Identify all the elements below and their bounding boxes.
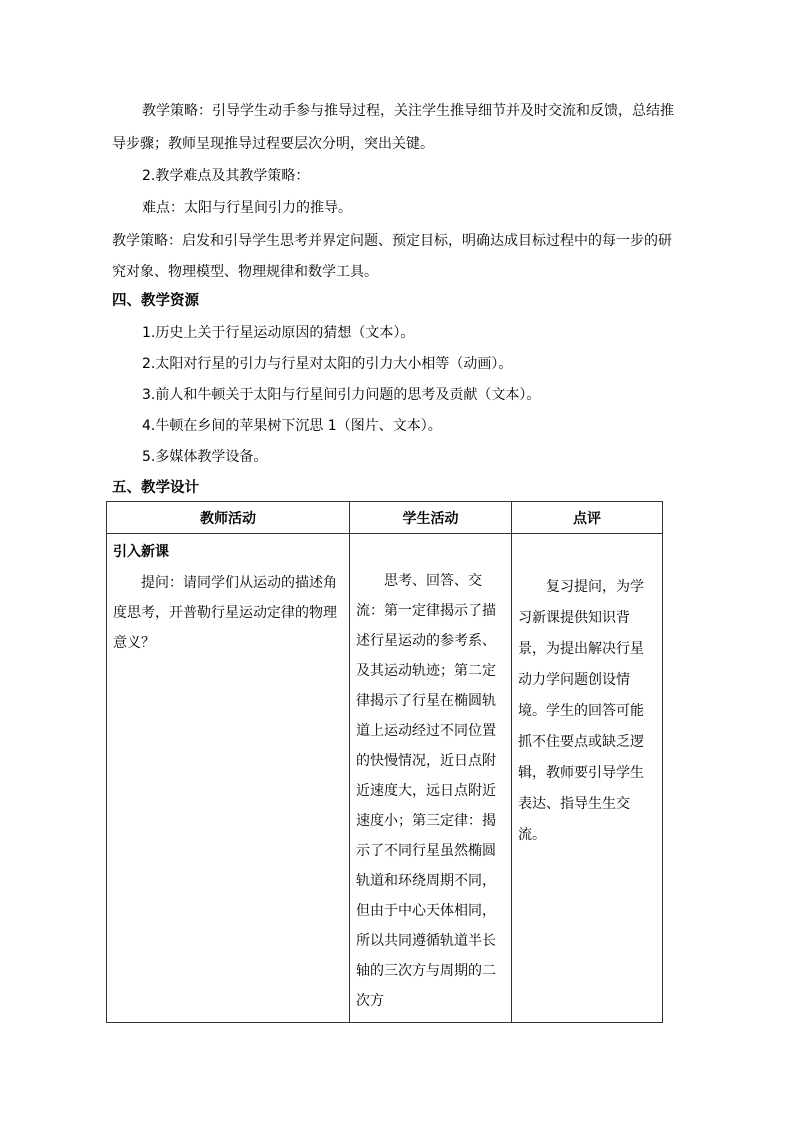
header-student-activity: 学生活动	[350, 502, 512, 534]
resource-item: 1.历史上关于行星运动原因的猜想（文本）。	[142, 325, 415, 341]
difficulty-strategy-line-2: 究对象、物理模型、物理规律和数学工具。	[112, 264, 378, 280]
difficulty-heading: 2.教学难点及其教学策略：	[142, 168, 310, 184]
header-comment: 点评	[512, 502, 663, 534]
student-activity-cell	[350, 534, 512, 1023]
student-activity-text: 思考、回答、交流：第一定律揭示了描述行星运动的参考系、及其运动轨迹；第二定律揭示了行星在椭圆轨道上运动经过不同位置的快慢情况，近日点附近速度大，远日点附近速度小；第三定律：揭示了不同行星虽然椭圆轨道和环绕周期不同，但由于中心天体相同，所以共同遵循轨道半长轴的三次方与周期的二次方	[356, 573, 496, 1009]
teacher-activity-text: 提问：请同学们从运动的描述角度思考，开普勒行星运动定律的物理意义？	[113, 575, 337, 651]
strategy-1-line-2: 导步骤；教师呈现推导过程要层次分明，突出关键。	[112, 136, 434, 152]
design-heading: 五、教学设计	[112, 480, 199, 496]
table-row	[107, 534, 663, 1023]
resource-item: 5.多媒体教学设备。	[142, 449, 268, 465]
comment-cell	[512, 534, 663, 1023]
teacher-activity-cell	[107, 534, 350, 1023]
resource-item: 2.太阳对行星的引力与行星对太阳的引力大小相等（动画）。	[142, 356, 513, 372]
resources-heading: 四、教学资源	[112, 293, 199, 309]
difficulty-strategy-line-1: 教学策略：启发和引导学生思考并界定问题、预定目标，明确达成目标过程中的每一步的研	[112, 233, 672, 249]
table-header-row	[107, 502, 663, 534]
teaching-design-table	[106, 501, 663, 1023]
header-teacher-activity: 教师活动	[107, 502, 350, 534]
difficulty-item: 难点：太阳与行星间引力的推导。	[142, 200, 352, 216]
strategy-1-line-1: 教学策略：引导学生动手参与推导过程，关注学生推导细节并及时交流和反馈，总结推	[142, 103, 674, 119]
resource-item: 3.前人和牛顿关于太阳与行星间引力问题的思考及贡献（文本）。	[142, 387, 541, 403]
teacher-activity-title: 引入新课	[113, 544, 169, 560]
resource-item: 4.牛顿在乡间的苹果树下沉思 1（图片、文本）。	[142, 418, 442, 434]
comment-text: 复习提问，为学习新课提供知识背景，为提出解决行星动力学问题创设情境。学生的回答可能抓不住要点或缺乏逻辑，教师要引导学生表达、指导生生交流。	[518, 579, 644, 843]
